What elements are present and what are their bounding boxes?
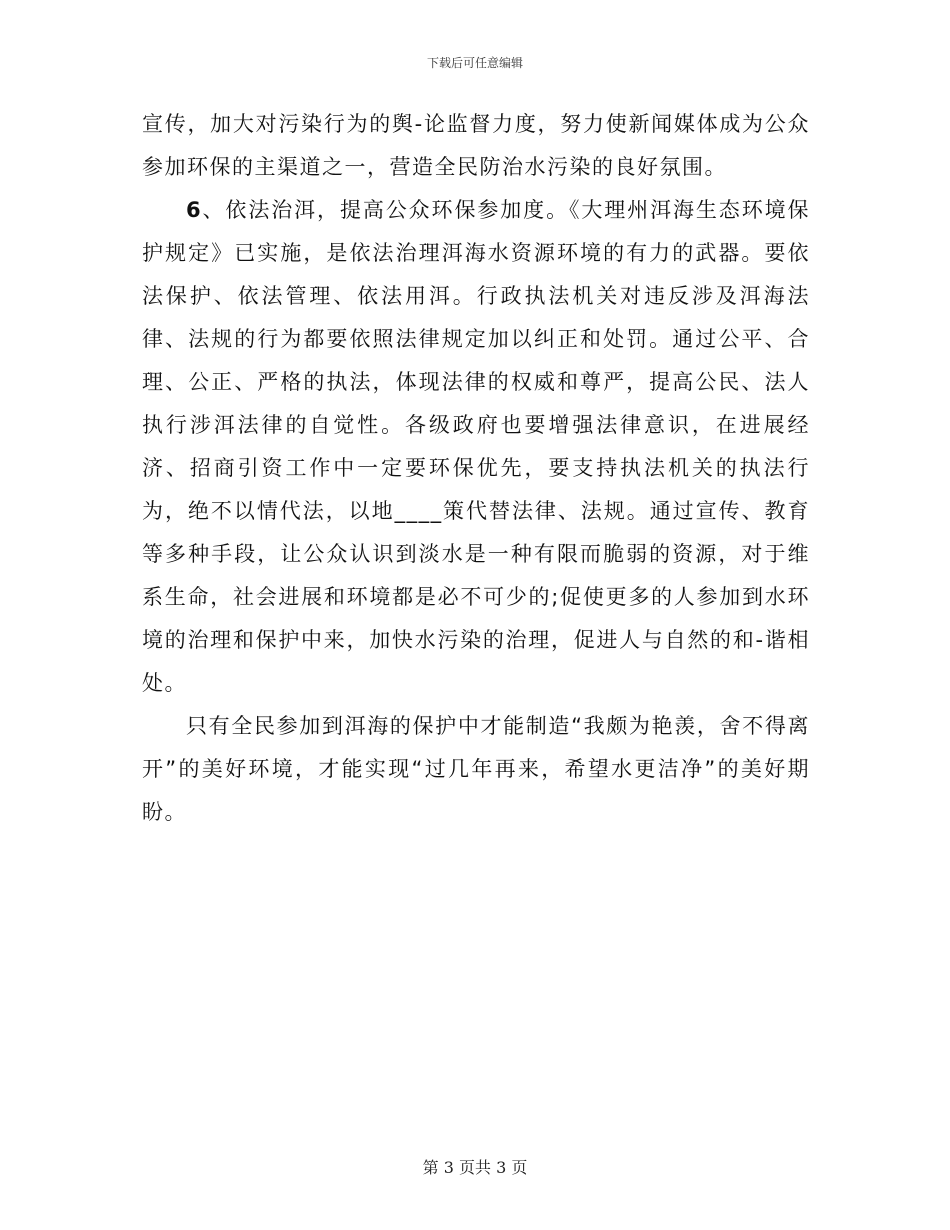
paragraph-text: 、依法治洱，提高公众环保参加度。《大理州洱海生态环境保护规定》已实施，是依法治理洱海水资源环境的有力的武器。要依法保护、依法管理、依法用洱。行政执法机关对违反涉及洱海法律、法规的行为都要依照法律规定加以纠正和处罚。通过公平、合理、公正、严格的执法，体现法律的权威和尊严，提高公民、法人执行涉洱法律的自觉性。各级政府也要增强法律意识，在进展经济、招商引资工作中一定要环保优先，要支持执法机关的执法行为，绝不以情代法，以地____策代替法律、法规。通过宣传、教育等多种手段，让公众认识到淡水是一种有限而脆弱的资源，对于维系生命，社会进展和环境都是必不可少的;促使更多的人参加到水环境的治理和保护中来，加快水污染的治理，促进人与自然的和-谐相处。: [142, 198, 810, 695]
paragraph-rule-of-law: [142, 189, 810, 705]
document-body: [142, 103, 810, 834]
page-header: 下载后可任意编辑: [426, 56, 523, 70]
item-number: 6: [186, 198, 203, 222]
paragraph-publicity: 宣传，加大对污染行为的舆-论监督力度，努力使新闻媒体成为公众参加环保的主渠道之一，营造全民防治水污染的良好氛围。: [142, 112, 810, 179]
page-number: 第 3 页共 3 页: [422, 1158, 528, 1177]
paragraph-conclusion: 只有全民参加到洱海的保护中才能制造“我颇为艳羡，舍不得离开”的美好环境，才能实现“过几年再来，希望水更洁净”的美好期盼。: [142, 714, 810, 824]
